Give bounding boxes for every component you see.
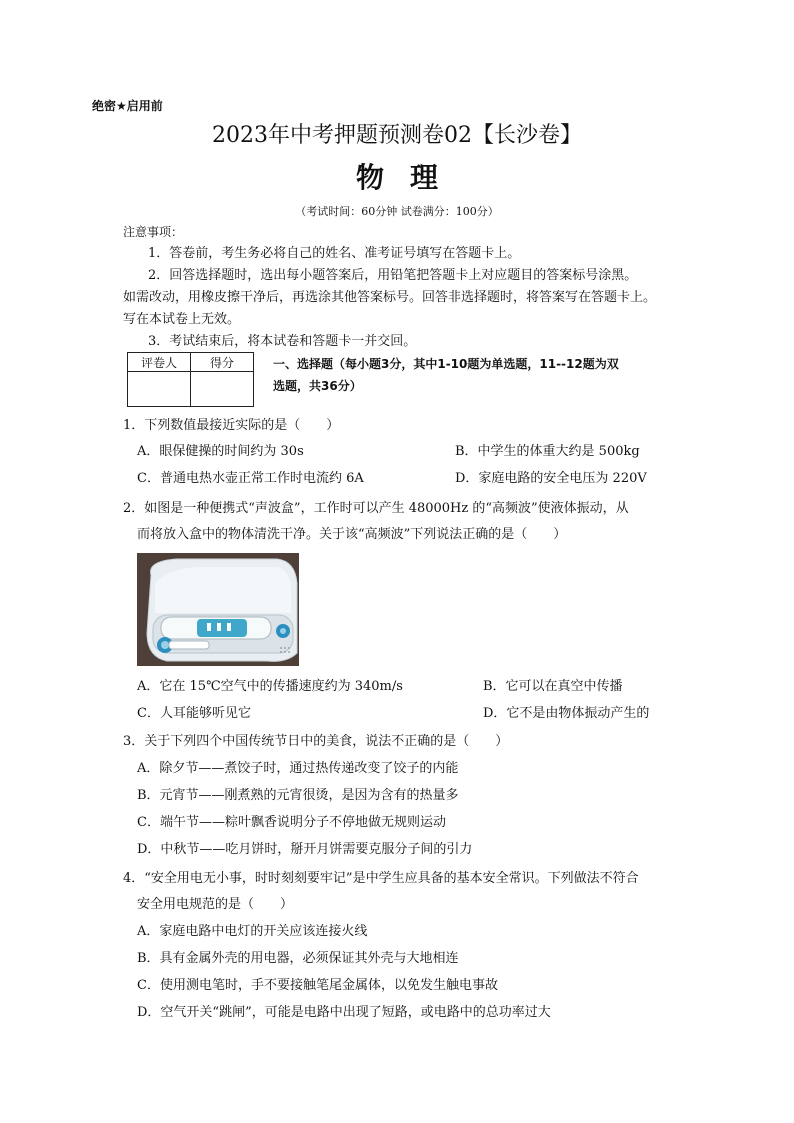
section-heading-line-1: 一、选择题（每小题3分，其中1-10题为单选题，11--12题为双: [273, 357, 619, 371]
q4-stem-line-1: 4．“安全用电无小事，时时刻刻要牢记”是中学生应具备的基本安全常识。下列做法不符合: [123, 871, 639, 886]
grader-cell: [128, 372, 191, 407]
score-header: 得分: [191, 353, 254, 372]
q1-option-d: D．家庭电路的安全电压为 220V: [455, 471, 647, 486]
q4-option-b: B．具有金属外壳的用电器，必须保证其外壳与大地相连: [137, 951, 459, 966]
q1-option-b: B．中学生的体重大约是 500kg: [455, 444, 640, 459]
notice-line-2c: 写在本试卷上无效。: [123, 312, 241, 327]
notice-line-2b: 如需改动，用橡皮擦干净后，再选涂其他答案标号。回答非选择题时，将答案写在答题卡上。: [123, 290, 657, 305]
score-table: [127, 352, 254, 407]
notice-line-3: 3．考试结束后，将本试卷和答题卡一并交回。: [148, 334, 417, 349]
score-cell: [191, 372, 254, 407]
q2-stem-line-1: 2．如图是一种便携式“声波盒”，工作时可以产生 48000Hz 的“高频波”使液体振动，从: [123, 501, 629, 516]
section-heading-line-2: 选题，共36分）: [273, 379, 362, 393]
q4-stem-line-2: 安全用电规范的是（ ）: [137, 897, 294, 912]
q3-stem: 3．关于下列四个中国传统节日中的美食，说法不正确的是（ ）: [123, 734, 509, 749]
q3-option-b: B．元宵节——刚煮熟的元宵很烫，是因为含有的热量多: [137, 788, 459, 803]
exam-meta: （考试时间：60分钟 试卷满分：100分）: [295, 205, 499, 218]
q4-option-a: A．家庭电路中电灯的开关应该连接火线: [137, 924, 368, 939]
q3-option-c: C．端午节——粽叶飘香说明分子不停地做无规则运动: [137, 815, 446, 830]
q2-option-d: D．它不是由物体振动产生的: [483, 706, 650, 721]
q3-option-d: D．中秋节——吃月饼时，掰开月饼需要克服分子间的引力: [137, 842, 473, 857]
q2-option-c: C．人耳能够听见它: [137, 706, 251, 721]
q4-option-d: D．空气开关“跳闸”，可能是电路中出现了短路，或电路中的总功率过大: [137, 1005, 551, 1020]
q1-stem: 1．下列数值最接近实际的是（ ）: [123, 418, 340, 433]
notice-title: 注意事项：: [123, 225, 184, 239]
q2-stem-line-2: 而将放入盒中的物体清洗干净。关于该“高频波”下列说法正确的是（ ）: [137, 527, 567, 542]
q2-option-b: B．它可以在真空中传播: [483, 679, 623, 694]
q3-option-a: A．除夕节——煮饺子时，通过热传递改变了饺子的内能: [137, 761, 459, 776]
sonic-box-photo: [137, 553, 299, 666]
notice-line-2a: 2．回答选择题时，选出每小题答案后，用铅笔把答题卡上对应题目的答案标号涂黑。: [148, 268, 638, 283]
q1-option-c: C．普通电热水壶正常工作时电流约 6A: [137, 471, 364, 486]
q1-option-a: A．眼保健操的时间约为 30s: [137, 444, 304, 459]
sonic-box-illustration: [137, 553, 299, 666]
notice-line-1: 1．答卷前，考生务必将自己的姓名、准考证号填写在答题卡上。: [148, 246, 521, 261]
section-heading: [273, 353, 683, 397]
confidential-label: 绝密★启用前: [92, 99, 163, 113]
q2-option-a: A．它在 15℃空气中的传播速度约为 340m/s: [137, 679, 403, 694]
q4-option-c: C．使用测电笔时，手不要接触笔尾金属体，以免发生触电事故: [137, 978, 498, 993]
exam-title: 2023年中考押题预测卷02【长沙卷】: [212, 123, 582, 148]
grader-header: 评卷人: [128, 353, 191, 372]
subject-title: 物理: [355, 161, 464, 194]
